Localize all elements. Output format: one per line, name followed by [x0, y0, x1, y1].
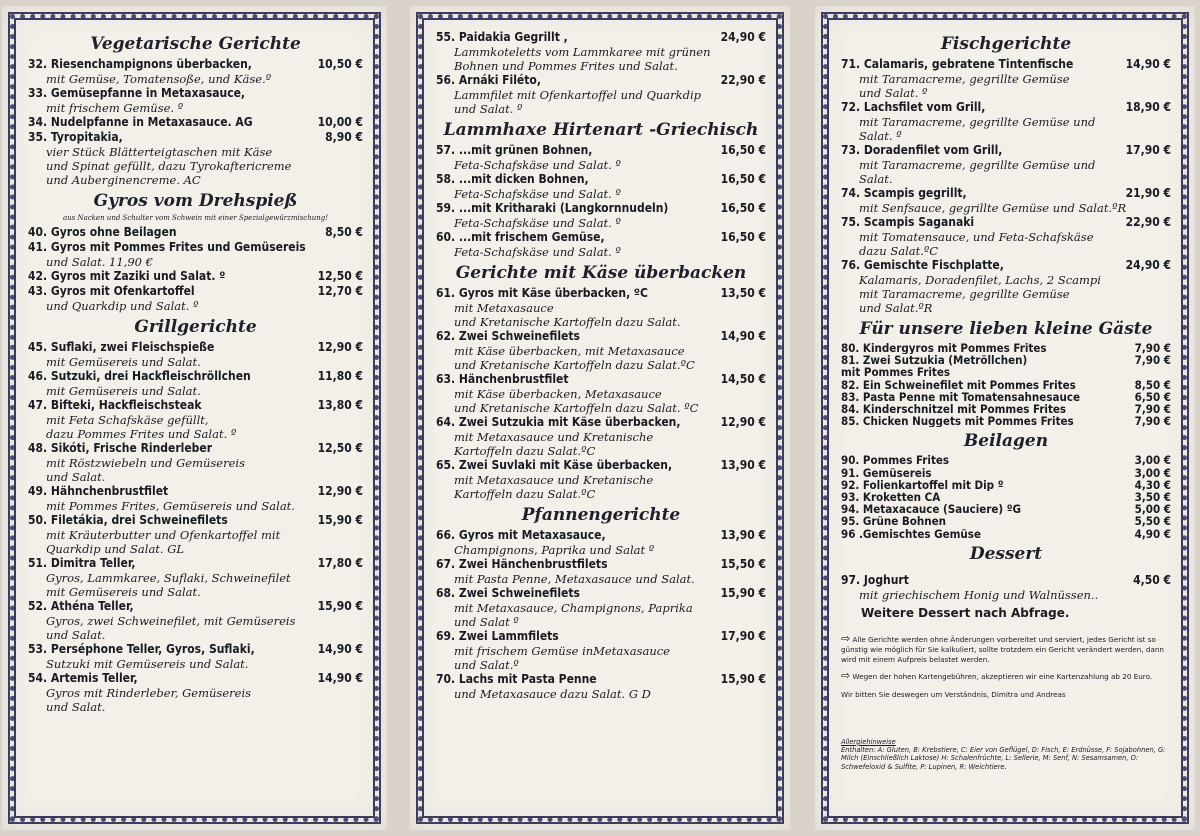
item-price: 5,00 € [1134, 502, 1171, 517]
item-price: 15,90 € [720, 586, 766, 600]
item-title: 85. Chicken Nuggets mit Pommes Frites [841, 415, 1074, 428]
item-price: 22,90 € [1125, 215, 1171, 229]
item-description: mit Metaxasauce, Champignons, Paprika [454, 601, 693, 615]
menu-item [28, 240, 363, 255]
item-price: 8,50 € [1134, 377, 1171, 392]
menu-item [841, 143, 1171, 158]
menu-column-1 [28, 30, 363, 808]
item-price: 13,90 € [720, 528, 766, 542]
menu-panel-middle [410, 6, 790, 830]
item-description: mit Gemüsereis und Salat. [46, 384, 201, 398]
item-price: 4,30 € [1134, 477, 1171, 492]
item-description: Gyros, zwei Schweinefilet, mit Gemüsereis [46, 614, 296, 628]
menu-item [841, 57, 1171, 72]
item-title: 74. Scampis gegrillt, [841, 186, 967, 200]
item-description: und Salat. [46, 470, 106, 484]
menu-item [841, 403, 1171, 415]
allergen-text: Enthalten: A: Gluten, B: Krebstiere, C: Eier von Geflügel, D: Fisch, E: Erdnüsse, F: Sojabohnen, G: Milch (Einschließlich Laktose) H: Schalenfrüchte, L: Sellerie, M: Senf, N: Sesamsamen, O: Schwefeloxid & Sulfite, P: Lupinen, R: Weichtiere. [841, 746, 1166, 771]
menu-section [436, 505, 766, 701]
item-description: mit Taramacreme, gegrillte Gemüse und Salat. [859, 158, 1096, 186]
item-price: 16,50 € [720, 230, 766, 244]
menu-item [28, 225, 363, 240]
menu-item [841, 258, 1171, 273]
item-title: 49. Hähnchenbrustfilet [28, 484, 169, 498]
menu-item [436, 329, 766, 344]
item-title: 55. Paidakia Gegrillt , [436, 30, 568, 44]
item-title: 75. Scampis Saganaki [841, 215, 975, 229]
menu-item [28, 86, 363, 101]
item-price: 17,90 € [1125, 143, 1171, 157]
item-description: vier Stück Blätterteigtaschen mit Käse [46, 145, 273, 159]
item-price: 3,50 € [1134, 490, 1171, 505]
allergen-box [841, 738, 1171, 771]
menu-section [28, 191, 363, 313]
item-price: 7,90 € [1134, 414, 1171, 429]
menu-item [436, 458, 766, 473]
item-description: und Salat. [46, 700, 106, 714]
item-price: 13,50 € [720, 286, 766, 300]
item-price: 7,90 € [1134, 402, 1171, 417]
item-description: und Quarkdip und Salat. º [46, 299, 199, 313]
menu-item [28, 369, 363, 384]
menu-item [841, 366, 1171, 378]
item-title: 76. Gemischte Fischplatte, [841, 258, 1004, 272]
item-description: und Salat. [46, 628, 106, 642]
item-description: mit Taramacreme, gegrillte Gemüse und Salat. º [859, 115, 1096, 143]
item-title: mit Pommes Frites [841, 366, 951, 379]
note-2: ⇨ Wegen der hohen Kartengebühren, akzeptieren wir eine Kartenzahlung ab 20 Euro. [841, 668, 1153, 682]
item-price: 12,90 € [317, 340, 363, 354]
menu-item [28, 484, 363, 499]
item-description: mit Senfsauce, gegrillte Gemüse und Salat.ºR [859, 201, 1127, 215]
item-title: 48. Sikóti, Frische Rinderleber [28, 441, 213, 455]
arrow-right-icon: ⇨ [841, 668, 851, 682]
section-subtitle: aus Nacken und Schulter vom Schwein mit einer Spezialgewürzmischung! [62, 214, 329, 222]
notes [841, 631, 1171, 771]
item-title: 57. ...mit grünen Bohnen, [436, 143, 593, 157]
menu-item [28, 642, 363, 657]
item-price: 14,90 € [720, 329, 766, 343]
item-title: 84. Kinderschnitzel mit Pommes Frites [841, 403, 1067, 416]
item-title: 33. Gemüsepfanne in Metaxasauce, [28, 86, 246, 100]
item-description: mit Käse überbacken, Metaxasauce [454, 387, 662, 401]
item-title: 43. Gyros mit Ofenkartoffel [28, 284, 195, 298]
item-description: Kartoffeln dazu Salat.ºC [454, 444, 596, 458]
item-description: mit frischem Gemüse inMetaxasauce [454, 644, 670, 658]
menu-section [436, 263, 766, 501]
menu-item [841, 573, 1171, 588]
item-price: 14,90 € [317, 642, 363, 656]
item-description: Bohnen und Pommes Frites und Salat. [454, 59, 678, 73]
item-description: Quarkdip und Salat. GL [46, 542, 185, 556]
note-1: ⇨ Alle Gerichte werden ohne Änderungen vorbereitet und serviert, jedes Gericht ist so günstig wie möglich für Sie kalkuliert, sollte trotzdem ein Gericht verändert werden, dann wird mit einem Aufpreis belastet werden. [841, 631, 1164, 664]
menu-item [436, 201, 766, 216]
item-title: 61. Gyros mit Käse überbacken, ºC [436, 286, 648, 300]
item-title: 71. Calamaris, gebratene Tintenfische [841, 57, 1074, 71]
item-description: Gyros mit Rinderleber, Gemüsereis [46, 686, 252, 700]
section-heading: Vegetarische Gerichte [90, 34, 301, 54]
section-heading: Für unsere lieben kleine Gäste [859, 319, 1153, 339]
item-title: 63. Hänchenbrustfilet [436, 372, 569, 386]
menu-item [28, 556, 363, 571]
menu-item [436, 372, 766, 387]
menu-item [841, 503, 1171, 515]
item-title: 40. Gyros ohne Beilagen [28, 225, 177, 239]
item-description: mit Gemüsereis und Salat. [46, 355, 201, 369]
item-description: mit Feta Schafskäse gefüllt, [46, 413, 209, 427]
item-description: dazu Salat.ºC [859, 244, 939, 258]
section-heading: Fischgerichte [940, 34, 1072, 54]
item-price: 8,50 € [325, 225, 363, 239]
section-heading: Pfannengerichte [521, 505, 681, 525]
menu-item [436, 557, 766, 572]
item-title: 91. Gemüsereis [841, 466, 932, 479]
menu-item [28, 269, 363, 284]
menu-item [841, 467, 1171, 479]
menu-item [841, 391, 1171, 403]
item-price: 10,00 € [317, 115, 363, 129]
item-title: 54. Artemis Teller, [28, 671, 138, 685]
item-price: 15,90 € [317, 513, 363, 527]
item-title: 80. Kindergyros mit Pommes Frites [841, 342, 1047, 355]
item-price: 10,50 € [317, 57, 363, 71]
menu-item [841, 186, 1171, 201]
menu-item [28, 115, 363, 130]
item-description: und Salat. º [859, 86, 928, 100]
item-price: 15,90 € [317, 599, 363, 613]
item-description: mit Pommes Frites, Gemüsereis und Salat. [46, 499, 295, 513]
menu-item [436, 30, 766, 45]
item-title: 92. Folienkartoffel mit Dip º [841, 478, 1004, 492]
item-description: und Salat. 11,90 € [46, 255, 153, 269]
menu-panel-left [2, 6, 387, 830]
menu-item [841, 379, 1171, 391]
item-price: 5,50 € [1134, 514, 1171, 529]
item-description: Feta-Schafskäse und Salat. º [454, 245, 621, 259]
section-heading: Grillgerichte [134, 317, 257, 337]
item-price: 13,80 € [317, 398, 363, 412]
menu-section [28, 317, 363, 714]
item-description: dazu Pommes Frites und Salat. º [46, 427, 237, 441]
item-title: 56. Arnáki Filéto, [436, 73, 541, 87]
item-price: 6,50 € [1134, 389, 1171, 404]
menu-item [436, 586, 766, 601]
menu-item [28, 130, 363, 145]
item-title: 32. Riesenchampignons überbacken, [28, 57, 252, 71]
item-description: und Auberginencreme. AC [46, 173, 201, 187]
menu-section [28, 34, 363, 187]
item-title: 70. Lachs mit Pasta Penne [436, 672, 597, 686]
menu-item [436, 230, 766, 245]
item-title: 97. Joghurt [841, 572, 909, 587]
menu-item [436, 528, 766, 543]
item-description: mit Kräuterbutter und Ofenkartoffel mit [46, 528, 281, 542]
item-title: 59. ...mit Kritharaki (Langkornnudeln) [436, 201, 669, 215]
item-title: 46. Sutzuki, drei Hackfleischröllchen [28, 369, 251, 383]
item-description: Lammfilet mit Ofenkartoffel und Quarkdip [454, 88, 702, 102]
menu-item [28, 340, 363, 355]
section-kinder [841, 319, 1171, 427]
item-description: mit Tomatensauce, und Feta-Schafskäse [859, 230, 1094, 244]
menu-item [28, 284, 363, 299]
menu-item [28, 57, 363, 72]
menu-item [436, 73, 766, 88]
item-title: 81. Zwei Sutzukia (Metröllchen) [841, 354, 1028, 367]
item-price: 15,50 € [720, 557, 766, 571]
menu-item [841, 515, 1171, 527]
menu-item [28, 599, 363, 614]
menu-item [841, 342, 1171, 354]
item-price: 4,50 € [1133, 572, 1171, 587]
item-price: 14,90 € [317, 671, 363, 685]
menu-item [841, 479, 1171, 491]
item-title: 73. Doradenfilet vom Grill, [841, 143, 1003, 157]
item-title: 58. ...mit dicken Bohnen, [436, 172, 589, 186]
item-title: 94. Metaxacauce (Sauciere) ºG [841, 503, 1022, 516]
item-price: 21,90 € [1125, 186, 1171, 200]
item-price: 12,70 € [317, 284, 363, 298]
item-title: 82. Ein Schweinefilet mit Pommes Frites [841, 378, 1076, 391]
arrow-right-icon: ⇨ [841, 631, 851, 645]
item-price: 17,80 € [317, 556, 363, 570]
item-title: 47. Bifteki, Hackfleischsteak [28, 398, 202, 412]
menu-section [436, 30, 766, 116]
item-title: 35. Tyropitakia, [28, 130, 123, 144]
item-description: Feta-Schafskäse und Salat. º [454, 187, 621, 201]
item-description: Feta-Schafskäse und Salat. º [454, 158, 621, 172]
menu-column-3 [841, 30, 1171, 808]
item-title: 41. Gyros mit Pommes Frites und Gemüsereis [28, 240, 306, 254]
note-3: Wir bitten Sie deswegen um Verständnis, Dimitra und Andreas [841, 689, 1066, 699]
item-title: 42. Gyros mit Zaziki und Salat. º [28, 269, 226, 283]
item-title: 72. Lachsfilet vom Grill, [841, 100, 986, 114]
item-description: Champignons, Paprika und Salat º [454, 543, 655, 557]
item-description: Lammkoteletts vom Lammkaree mit grünen [454, 45, 711, 59]
item-title: 96 .Gemischtes Gemüse [841, 527, 981, 540]
item-price: 11,80 € [317, 369, 363, 383]
item-title: 90. Pommes Frites [841, 454, 950, 467]
item-price: 18,90 € [1125, 100, 1171, 114]
item-description: und Salat. º [454, 102, 523, 116]
item-title: 51. Dimitra Teller, [28, 556, 136, 570]
section-heading: Beilagen [963, 431, 1049, 452]
item-title: 83. Pasta Penne mit Tomatensahnesauce [841, 390, 1080, 404]
item-description: und Metaxasauce dazu Salat. G D [454, 687, 651, 701]
item-title: 93. Kroketten CA [841, 491, 941, 504]
item-title: 52. Athéna Teller, [28, 599, 134, 613]
item-description: Kalamaris, Doradenfilet, Lachs, 2 Scampi [859, 273, 1101, 287]
item-description: mit Metaxasauce [454, 301, 554, 315]
item-description: und Kretanische Kartoffeln dazu Salat.ºC [454, 358, 695, 372]
item-price: 16,50 € [720, 172, 766, 186]
item-title: 50. Filetákia, drei Schweinefilets [28, 513, 228, 527]
item-price: 16,50 € [720, 201, 766, 215]
item-title: 67. Zwei Hänchenbrustfilets [436, 557, 608, 571]
item-description: und Kretanische Kartoffeln dazu Salat. [454, 315, 681, 329]
item-description: Gyros, Lammkaree, Suflaki, Schweinefilet [46, 571, 291, 585]
section-dessert [841, 544, 1171, 620]
item-price: 22,90 € [720, 73, 766, 87]
item-price: 14,90 € [1125, 57, 1171, 71]
item-price: 7,90 € [1134, 353, 1171, 368]
item-title: 64. Zwei Sutzukia mit Käse überbacken, [436, 415, 681, 429]
item-price: 13,90 € [720, 458, 766, 472]
dessert-note: Weitere Dessert nach Abfrage. [861, 605, 1070, 620]
item-title: 68. Zwei Schweinefilets [436, 586, 580, 600]
menu-item [841, 100, 1171, 115]
menu-item [28, 671, 363, 686]
item-price: 3,00 € [1134, 453, 1171, 468]
item-price: 12,50 € [317, 441, 363, 455]
item-description: mit griechischem Honig und Walnüssen.. [859, 587, 1099, 602]
item-price: 12,90 € [317, 484, 363, 498]
item-title: 69. Zwei Lammfilets [436, 629, 559, 643]
menu-item [436, 286, 766, 301]
section-heading: Lammhaxe Hirtenart -Griechisch [443, 120, 759, 140]
menu-item [841, 454, 1171, 466]
item-price: 14,50 € [720, 372, 766, 386]
item-title: 95. Grüne Bohnen [841, 515, 946, 528]
item-title: 65. Zwei Suvlaki mit Käse überbacken, [436, 458, 673, 472]
section-beilagen [841, 431, 1171, 539]
item-title: 60. ...mit frischem Gemüse, [436, 230, 605, 244]
item-title: 62. Zwei Schweinefilets [436, 329, 580, 343]
menu-item [841, 491, 1171, 503]
allergen-title: Allergiehinweise [841, 737, 896, 746]
item-price: 17,90 € [720, 629, 766, 643]
item-description: mit Käse überbacken, mit Metaxasauce [454, 344, 685, 358]
item-description: mit Pasta Penne, Metaxasauce und Salat. [454, 572, 695, 586]
item-description: Kartoffeln dazu Salat.ºC [454, 487, 596, 501]
menu-item [841, 354, 1171, 366]
item-description: mit Röstzwiebeln und Gemüsereis [46, 456, 245, 470]
item-description: mit frischem Gemüse. º [46, 101, 184, 115]
item-description: mit Gemüse, Tomatensoße, und Käse.º [46, 72, 272, 86]
menu-column-2 [436, 30, 766, 808]
item-title: 66. Gyros mit Metaxasauce, [436, 528, 606, 542]
menu-item [436, 143, 766, 158]
section-heading: Gerichte mit Käse überbacken [455, 263, 747, 283]
item-price: 24,90 € [1125, 258, 1171, 272]
menu-item [841, 215, 1171, 230]
menu-panel-right [815, 6, 1195, 830]
menu-section [436, 120, 766, 259]
menu-item [28, 398, 363, 413]
item-description: und Salat º [454, 615, 519, 629]
item-title: 45. Suflaki, zwei Fleischspieße [28, 340, 215, 354]
item-description: mit Metaxasauce und Kretanische [454, 473, 654, 487]
item-price: 3,00 € [1134, 465, 1171, 480]
item-description: und Spinat gefüllt, dazu Tyrokaftericreme [46, 159, 292, 173]
item-description: Feta-Schafskäse und Salat. º [454, 216, 621, 230]
item-title: 34. Nudelpfanne in Metaxasauce. AG [28, 115, 253, 129]
section-heading: Dessert [969, 543, 1043, 564]
item-price: 8,90 € [325, 130, 363, 144]
item-price: 12,90 € [720, 415, 766, 429]
menu-item [841, 528, 1171, 540]
item-description: mit Taramacreme, gegrillte Gemüse [859, 72, 1070, 86]
item-description: und Kretanische Kartoffeln dazu Salat. ºC [454, 401, 699, 415]
menu-item [841, 415, 1171, 427]
item-price: 7,90 € [1134, 341, 1171, 355]
item-description: und Salat.ºR [859, 301, 933, 315]
item-description: und Salat.º [454, 658, 519, 672]
menu-item [28, 513, 363, 528]
item-price: 4,90 € [1134, 526, 1171, 541]
section-fischgerichte [841, 34, 1171, 315]
menu-item [28, 441, 363, 456]
menu-item [436, 172, 766, 187]
menu-item [436, 629, 766, 644]
item-price: 24,90 € [720, 30, 766, 44]
item-description: mit Metaxasauce und Kretanische [454, 430, 654, 444]
menu-item [436, 672, 766, 687]
item-price: 12,50 € [317, 269, 363, 283]
item-price: 16,50 € [720, 143, 766, 157]
item-title: 53. Perséphone Teller, Gyros, Suflaki, [28, 642, 255, 656]
item-description: Sutzuki mit Gemüsereis und Salat. [46, 657, 249, 671]
item-description: mit Gemüsereis und Salat. [46, 585, 201, 599]
menu-item [436, 415, 766, 430]
item-description: mit Taramacreme, gegrillte Gemüse [859, 287, 1070, 301]
section-heading: Gyros vom Drehspieß [93, 191, 298, 211]
item-price: 15,90 € [720, 672, 766, 686]
